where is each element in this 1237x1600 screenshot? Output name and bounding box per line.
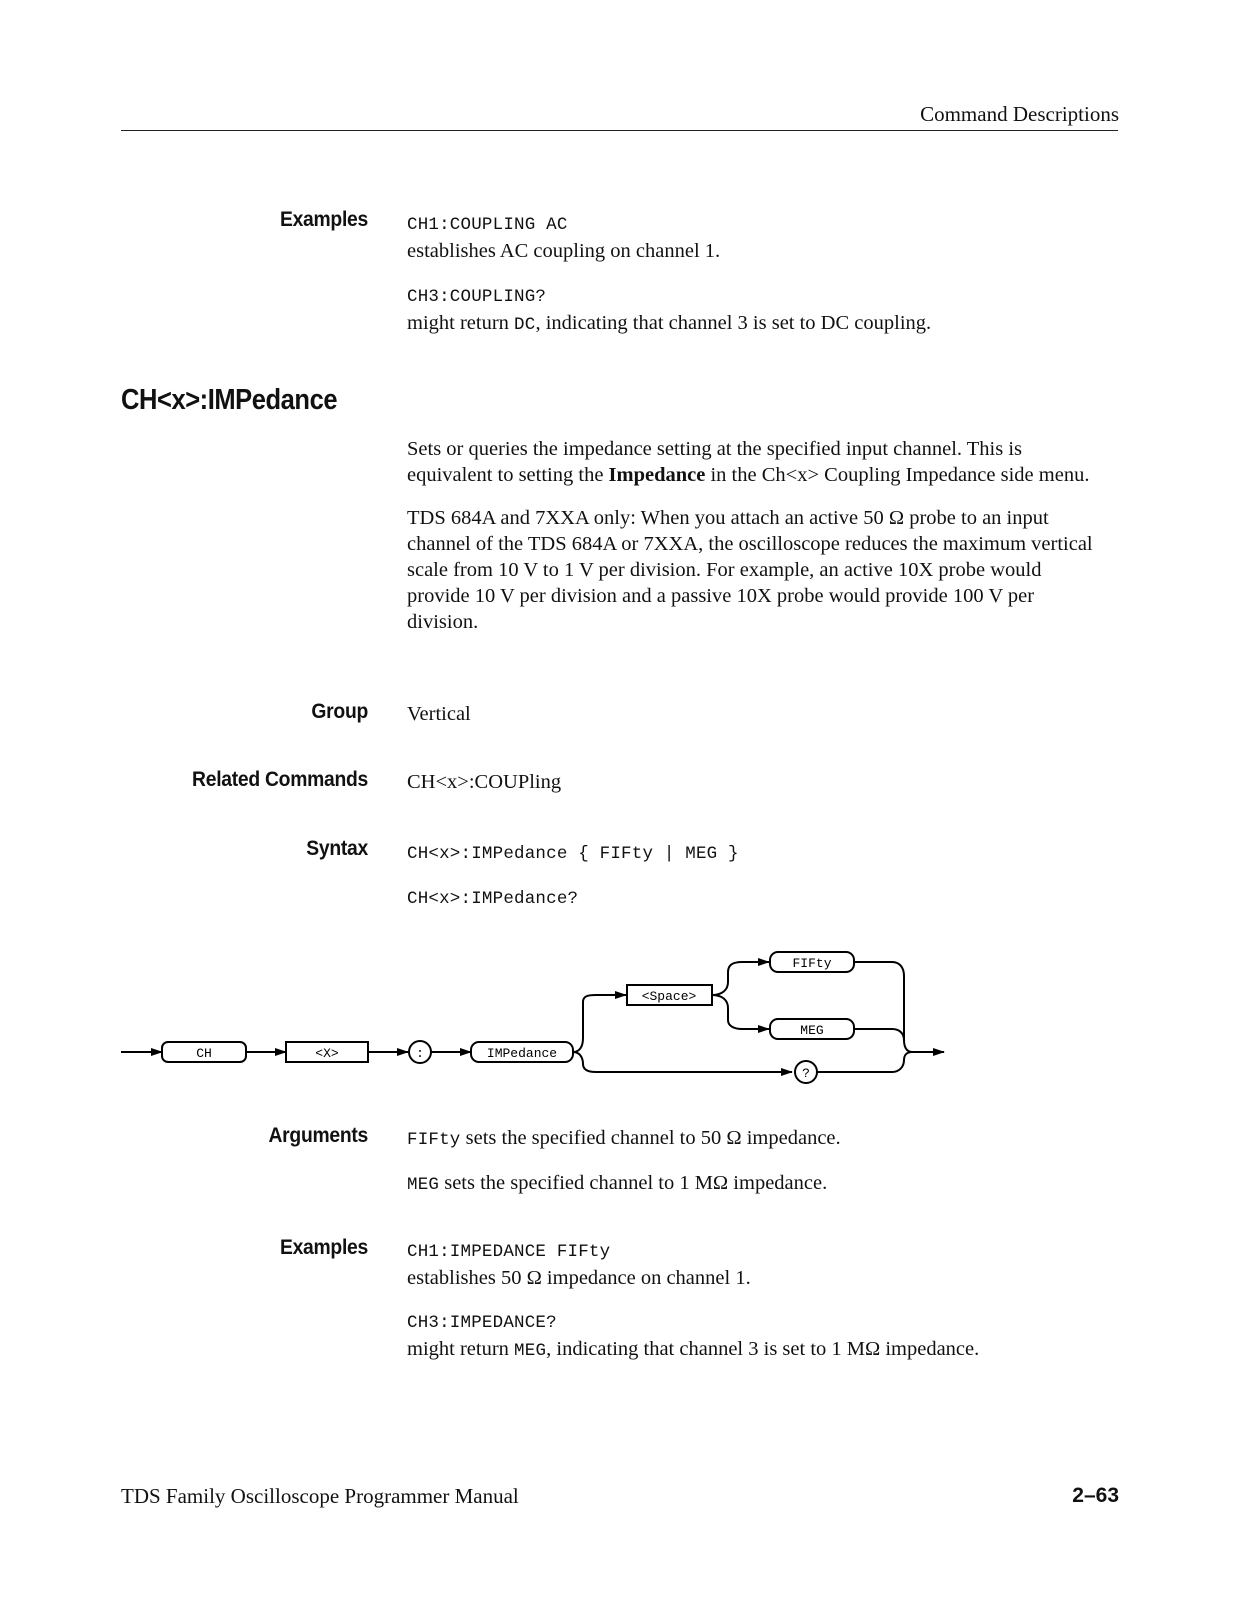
diagram-branch-set	[573, 995, 626, 1052]
diagram-meg-text: MEG	[800, 1023, 824, 1038]
diagram-branch-fifty	[712, 962, 769, 995]
syntax-block	[407, 839, 1107, 912]
diagram-branch-meg	[712, 995, 769, 1029]
example-2-code: CH3:IMPEDANCE?	[407, 1313, 557, 1333]
argument-fifty: FIFty sets the specified channel to 50 Ω impedance.	[407, 1127, 841, 1150]
arguments-label: Arguments	[268, 1124, 368, 1147]
prev-example-1-code: CH1:COUPLING AC	[407, 215, 568, 235]
arguments-block	[407, 1125, 1107, 1198]
prev-example-2-desc: might return DC, indicating that channel 3 is set to DC coupling.	[407, 312, 932, 335]
prev-examples-block	[407, 210, 1107, 338]
diagram-merge-query	[817, 1052, 912, 1072]
prev-example-2-code: CH3:COUPLING?	[407, 287, 547, 307]
related-commands-label: Related Commands	[192, 768, 368, 791]
footer-manual-title: TDS Family Oscilloscope Programmer Manual	[121, 1484, 519, 1508]
syntax-line-2: CH<x>:IMPedance?	[407, 889, 579, 909]
diagram-merge-meg	[854, 1029, 904, 1040]
header-rule	[121, 130, 1118, 131]
related-commands-value: CH<x>:COUPling	[407, 771, 562, 793]
description-paragraph-2: TDS 684A and 7XXA only: When you attach an active 50 Ω probe to an input channel of the TDS 684A or 7XXA, the oscilloscope reduces the maximum vertical scale from 10 V to 1 V per division. For example, an active 10X probe would provide 10 V per division and a passive 10X probe would provide 100 V per division.	[407, 507, 1093, 633]
syntax-diagram	[0, 940, 1237, 1090]
diagram-query-text: ?	[802, 1066, 810, 1081]
examples-label: Examples	[279, 1236, 368, 1259]
prev-examples-label: Examples	[279, 208, 368, 231]
command-title: CH<x>:IMPedance	[121, 384, 338, 416]
diagram-impedance-text: IMPedance	[486, 1046, 558, 1061]
prev-example-1-desc: establishes AC coupling on channel 1.	[407, 240, 721, 262]
syntax-line-1: CH<x>:IMPedance { FIFty | MEG }	[407, 844, 739, 864]
diagram-ch-text: CH	[196, 1046, 212, 1061]
examples-block	[407, 1237, 1107, 1364]
diagram-colon-text: :	[416, 1046, 424, 1061]
footer-page-number: 2–63	[1072, 1484, 1119, 1507]
group-value: Vertical	[407, 703, 471, 725]
example-2-desc: might return MEG, indicating that channel 3 is set to 1 MΩ impedance.	[407, 1338, 980, 1361]
group-label: Group	[311, 700, 368, 723]
diagram-branch-query	[573, 1052, 792, 1072]
diagram-fifty-text: FIFty	[792, 956, 832, 971]
description-paragraph-1: Sets or queries the impedance setting at the specified input channel. This is equivalent to setting the Impedance in the Ch<x> Coupling Impedance side menu.	[407, 438, 1090, 486]
diagram-space-text: <Space>	[641, 989, 697, 1004]
diagram-x-text: <X>	[315, 1046, 339, 1061]
running-header: Command Descriptions	[920, 102, 1119, 126]
argument-meg: MEG sets the specified channel to 1 MΩ impedance.	[407, 1172, 828, 1195]
example-1-desc: establishes 50 Ω impedance on channel 1.	[407, 1267, 751, 1289]
command-description	[407, 436, 1107, 635]
example-1-code: CH1:IMPEDANCE FIFty	[407, 1242, 611, 1262]
syntax-label: Syntax	[306, 837, 368, 860]
